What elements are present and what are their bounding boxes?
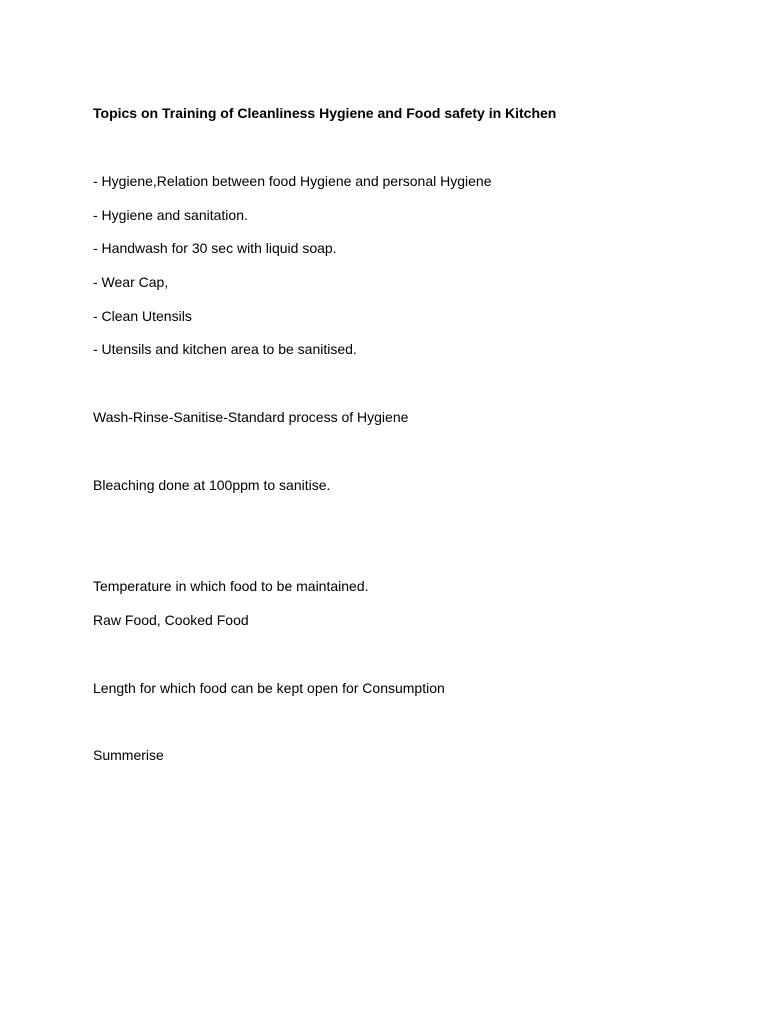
bullet-item: - Clean Utensils [93,308,192,324]
bleaching-text: Bleaching done at 100ppm to sanitise. [93,477,331,493]
bullet-item: - Wear Cap, [93,274,169,290]
document-title: Topics on Training of Cleanliness Hygiene and Food safety in Kitchen [93,105,557,121]
bullet-item: - Hygiene,Relation between food Hygiene and personal Hygiene [93,173,492,189]
bullet-item: - Handwash for 30 sec with liquid soap. [93,240,337,256]
length-open-text: Length for which food can be kept open for Consumption [93,680,445,696]
summary-text: Summerise [93,747,164,763]
temperature-text: Temperature in which food to be maintained. [93,578,369,594]
standard-process-text: Wash-Rinse-Sanitise-Standard process of Hygiene [93,409,409,425]
food-types-text: Raw Food, Cooked Food [93,612,249,628]
bullet-item: - Utensils and kitchen area to be sanitised. [93,341,357,357]
bullet-item: - Hygiene and sanitation. [93,207,248,223]
